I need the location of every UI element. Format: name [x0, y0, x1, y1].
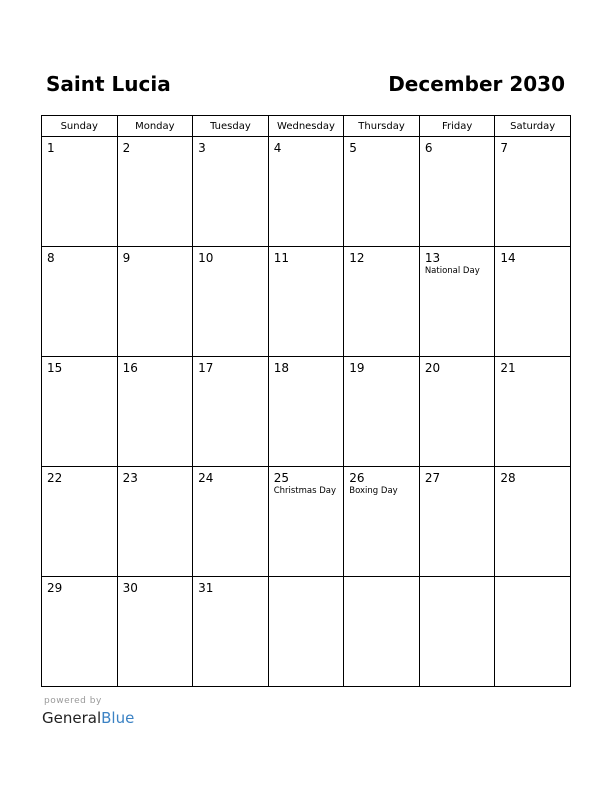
calendar-week-row: [42, 247, 571, 357]
weekday-header-wednesday: Wednesday: [268, 116, 344, 137]
day-cell: [117, 247, 193, 357]
day-cell: [193, 137, 269, 247]
day-cell: [193, 247, 269, 357]
day-cell: [344, 357, 420, 467]
day-cell: [117, 357, 193, 467]
weekday-header-tuesday: Tuesday: [193, 116, 269, 137]
empty-day-cell: [495, 577, 571, 687]
day-number: 1: [47, 141, 55, 155]
holiday-label: Christmas Day: [273, 486, 337, 496]
empty-day-cell: [419, 577, 495, 687]
day-number: 27: [424, 471, 441, 485]
weekday-header-sunday: Sunday: [42, 116, 118, 137]
day-cell: [344, 137, 420, 247]
generalblue-logo[interactable]: [42, 708, 134, 728]
weekday-header-saturday: Saturday: [495, 116, 571, 137]
day-cell: [344, 247, 420, 357]
calendar-grid: [41, 115, 571, 687]
day-number: 24: [198, 471, 214, 485]
day-cell: [117, 137, 193, 247]
day-cell: [495, 247, 571, 357]
calendar-month-title: December 2030: [388, 72, 565, 96]
day-number: 16: [122, 361, 138, 375]
day-number: 3: [198, 141, 206, 155]
day-number: 28: [500, 471, 516, 485]
day-cell: [344, 467, 420, 577]
day-cell: [193, 467, 269, 577]
day-number: 13: [424, 251, 441, 265]
day-cell: [193, 577, 269, 687]
day-cell: [419, 247, 495, 357]
day-cell: [268, 247, 344, 357]
day-cell: [117, 577, 193, 687]
day-cell: [42, 467, 118, 577]
day-cell: [495, 467, 571, 577]
day-number: 23: [122, 471, 138, 485]
day-number: 7: [500, 141, 509, 155]
weekday-header-thursday: Thursday: [344, 116, 420, 137]
calendar-country-title: Saint Lucia: [46, 72, 171, 96]
calendar-week-row: [42, 467, 571, 577]
brand-blue-text: Blue: [101, 709, 135, 727]
calendar-week-row: [42, 577, 571, 687]
day-number: 12: [349, 251, 365, 265]
weekday-header-monday: Monday: [117, 116, 193, 137]
empty-day-cell: [268, 577, 344, 687]
day-number: 4: [273, 141, 282, 155]
day-number: 17: [198, 361, 214, 375]
day-number: 25: [273, 471, 289, 485]
day-number: 26: [349, 471, 365, 485]
weekday-header-friday: Friday: [419, 116, 495, 137]
day-number: 20: [424, 361, 441, 375]
day-number: 2: [122, 141, 131, 155]
empty-day-cell: [344, 577, 420, 687]
day-number: 21: [500, 361, 516, 375]
day-number: 29: [47, 581, 63, 595]
calendar-week-row: [42, 357, 571, 467]
day-number: 6: [424, 141, 433, 155]
day-number: 22: [47, 471, 63, 485]
day-number: 11: [273, 251, 289, 265]
brand-general-text: General: [42, 709, 102, 727]
day-number: 14: [500, 251, 516, 265]
powered-by-text: powered by: [44, 696, 102, 706]
calendar-week-row: [42, 137, 571, 247]
day-number: 19: [349, 361, 365, 375]
day-cell: [193, 357, 269, 467]
day-number: 30: [122, 581, 138, 595]
holiday-label: National Day: [424, 266, 480, 276]
day-cell: [268, 357, 344, 467]
day-cell: [42, 357, 118, 467]
weekday-header-row: [42, 116, 571, 137]
day-cell: [268, 137, 344, 247]
powered-by-footer: [42, 696, 134, 728]
holiday-label: Boxing Day: [349, 486, 398, 496]
day-number: 8: [47, 251, 55, 265]
day-number: 9: [122, 251, 131, 265]
day-cell: [42, 247, 118, 357]
day-cell: [419, 137, 495, 247]
day-cell: [495, 137, 571, 247]
day-cell: [42, 137, 118, 247]
day-cell: [268, 467, 344, 577]
day-number: 31: [198, 581, 214, 595]
day-cell: [42, 577, 118, 687]
day-cell: [419, 357, 495, 467]
day-cell: [419, 467, 495, 577]
day-number: 10: [198, 251, 214, 265]
day-number: 18: [273, 361, 289, 375]
day-cell: [495, 357, 571, 467]
day-number: 5: [349, 141, 357, 155]
day-number: 15: [47, 361, 63, 375]
day-cell: [117, 467, 193, 577]
